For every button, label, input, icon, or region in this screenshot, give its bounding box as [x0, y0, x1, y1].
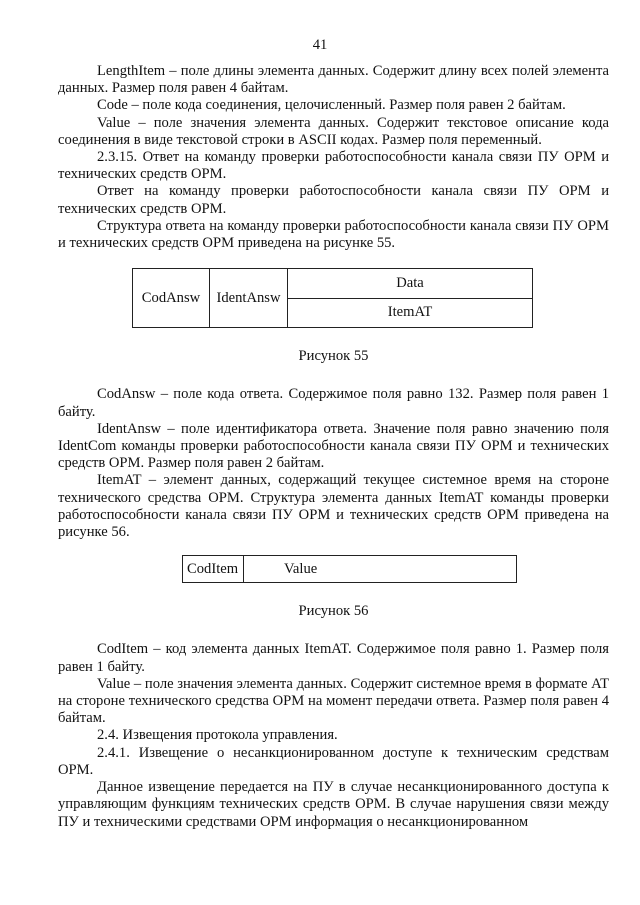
- paragraph-code: Code – поле кода соединения, целочисленный. Размер поля равен 2 байтам.: [97, 97, 566, 114]
- paragraph-notification: Данное извещение передается на ПУ в случае несанкционированного доступа к управляющим функциям технических средств ОРМ. В случае нарушения связи между ПУ и техническими средствами ОРМ информация о несанкционированном: [58, 779, 609, 830]
- document-body: [58, 63, 609, 831]
- paragraph-coditem: CodItem – код элемента данных ItemAT. Содержимое поля равно 1. Размер поля равен 1 байту.: [58, 641, 609, 675]
- cell-identansw: IdentAnsw: [210, 269, 288, 328]
- figure-55: [58, 268, 609, 328]
- paragraph-lengthitem: LengthItem – поле длины элемента данных. Содержит длину всех полей элемента данных. Размер поля равен 4 байтам.: [58, 63, 609, 97]
- section-heading-2-4-1: 2.4.1. Извещение о несанкционированном доступе к техническим средствам ОРМ.: [58, 744, 609, 778]
- cell-coditem: CodItem: [183, 556, 244, 583]
- figure-56: [58, 555, 609, 583]
- figure-55-table: [132, 268, 533, 328]
- cell-data: Data: [288, 269, 533, 299]
- cell-codansw: CodAnsw: [133, 269, 210, 328]
- cell-itemat: ItemAT: [288, 298, 533, 328]
- paragraph-value: Value – поле значения элемента данных. Содержит текстовое описание кода соединения в виде текстовой строки в ASCII кодах. Размер поля переменный.: [58, 114, 609, 148]
- section-heading-2-4: 2.4. Извещения протокола управления.: [97, 727, 338, 744]
- figure-55-caption: Рисунок 55: [298, 348, 369, 365]
- figure-56-table: [182, 555, 517, 583]
- page-number: 41: [312, 37, 328, 53]
- paragraph-answer: Ответ на команду проверки работоспособности канала связи ПУ ОРМ и технических средств ОРМ.: [58, 183, 609, 217]
- paragraph-codansw: CodAnsw – поле кода ответа. Содержимое поля равно 132. Размер поля равен 1 байту.: [58, 386, 609, 420]
- section-heading-2-3-15: 2.3.15. Ответ на команду проверки работоспособности канала связи ПУ ОРМ и технических средств ОРМ.: [58, 149, 609, 183]
- cell-value: Value: [244, 556, 517, 583]
- paragraph-structure: Структура ответа на команду проверки работоспособности канала связи ПУ ОРМ и технических средств ОРМ приведена на рисунке 55.: [58, 217, 609, 252]
- paragraph-identansw: IdentAnsw – поле идентификатора ответа. Значение поля равно значению поля IdentCom команды проверки работоспособности канала связи ПУ ОРМ и технических средств ОРМ. Размер поля равен 2 байтам.: [58, 420, 609, 472]
- paragraph-itemat: ItemAT – элемент данных, содержащий текущее системное время на стороне технического средства ОРМ. Структура элемента данных ItemAT команды проверки работоспособности канала связи ПУ ОРМ и технических средств ОРМ приведена на рисунке 56.: [58, 472, 609, 541]
- figure-56-caption: Рисунок 56: [298, 603, 369, 620]
- paragraph-value-time: Value – поле значения элемента данных. Содержит системное время в формате AT на стороне технического средства ОРМ на момент передачи ответа. Размер поля равен 4 байтам.: [58, 675, 609, 727]
